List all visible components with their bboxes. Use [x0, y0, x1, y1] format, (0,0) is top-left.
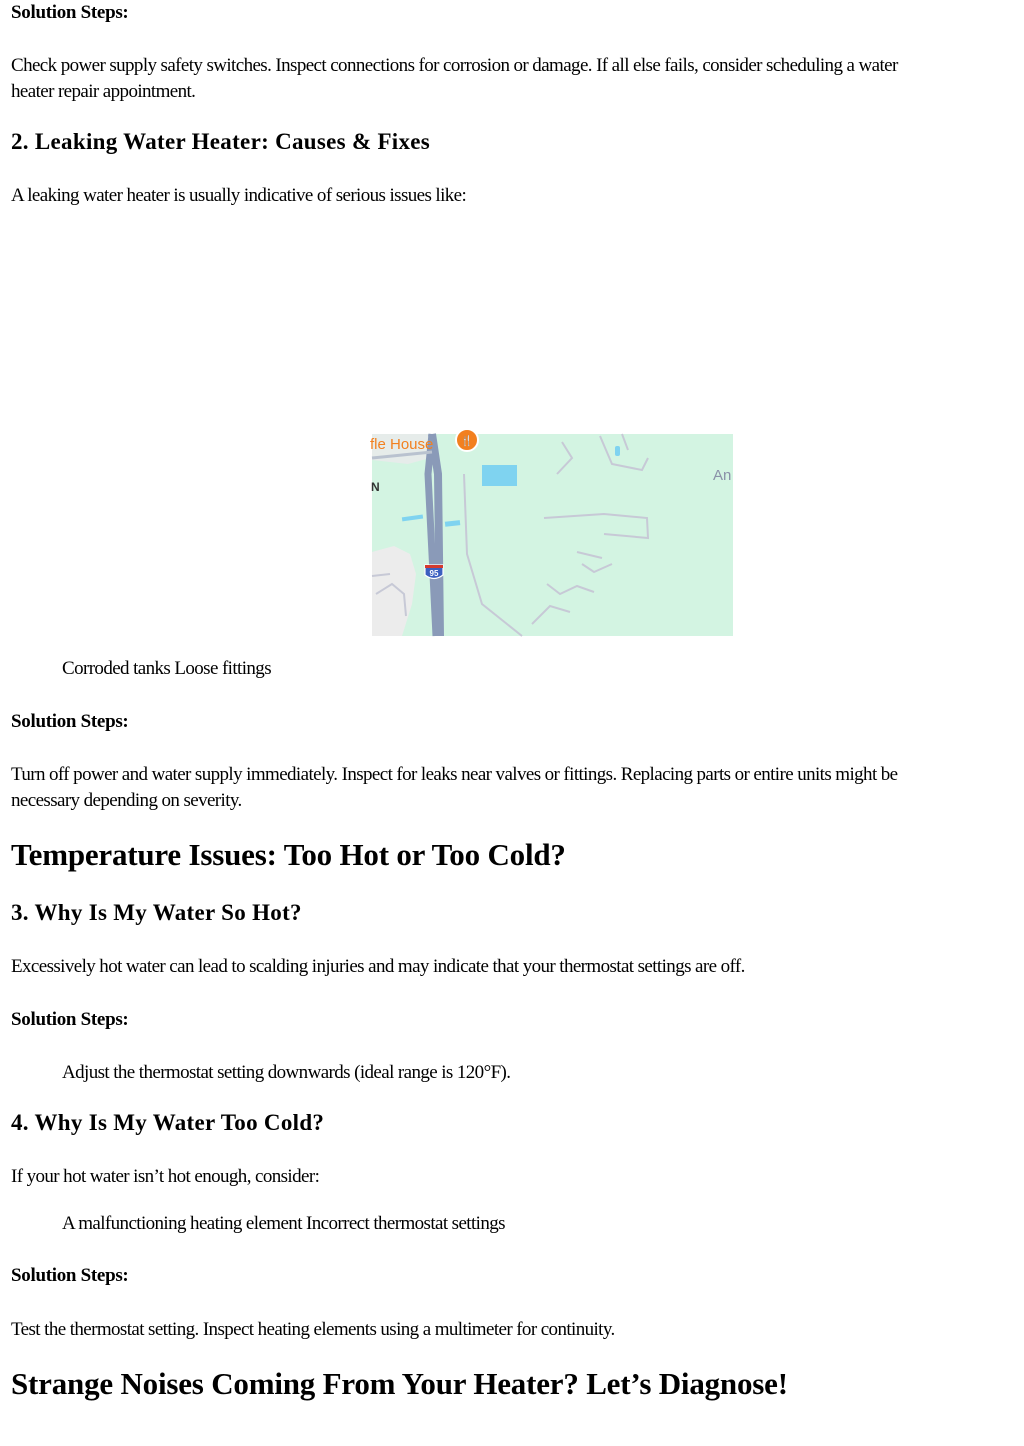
- list-item: A malfunctioning heating element Incorrect thermostat settings: [62, 1213, 505, 1234]
- solution-steps-label: Solution Steps:: [11, 1009, 129, 1030]
- section-heading-leaking: 2. Leaking Water Heater: Causes & Fixes: [11, 129, 431, 154]
- section-heading-noises: Strange Noises Coming From Your Heater? Let’s Diagnose!: [11, 1366, 788, 1401]
- paragraph: Excessively hot water can lead to scalding injuries and may indicate that your thermostat settings are off.: [11, 956, 745, 977]
- section-heading-cold: 4. Why Is My Water Too Cold?: [11, 1110, 325, 1135]
- paragraph-line: necessary depending on severity.: [11, 790, 242, 811]
- section-heading-temperature: Temperature Issues: Too Hot or Too Cold?: [11, 837, 566, 872]
- section-heading-hot: 3. Why Is My Water So Hot?: [11, 900, 302, 925]
- map-place-label-right: An: [713, 467, 732, 484]
- solution-steps-label: Solution Steps:: [11, 2, 129, 23]
- interstate-shield-icon: [425, 565, 443, 579]
- map-water: [482, 465, 517, 486]
- paragraph: If your hot water isn’t hot enough, consider:: [11, 1166, 320, 1187]
- map-image: [372, 434, 733, 636]
- map-place-label: fle House: [370, 436, 434, 453]
- solution-steps-label: Solution Steps:: [11, 711, 129, 732]
- svg-text:95: 95: [429, 569, 439, 578]
- map-place-label-left: N: [371, 480, 380, 494]
- paragraph: A leaking water heater is usually indicative of serious issues like:: [11, 185, 467, 206]
- map-water: [615, 446, 620, 456]
- solution-steps-label: Solution Steps:: [11, 1265, 129, 1286]
- paragraph: Test the thermostat setting. Inspect heating elements using a multimeter for continuity.: [11, 1319, 615, 1340]
- paragraph-line: Turn off power and water supply immediately. Inspect for leaks near valves or fittings. Replacing parts or entire units might be: [11, 764, 898, 785]
- paragraph-line: heater repair appointment.: [11, 81, 196, 102]
- list-item: Adjust the thermostat setting downwards (ideal range is 120°F).: [62, 1062, 511, 1083]
- svg-text:🍴: 🍴: [460, 436, 474, 447]
- paragraph-line: Check power supply safety switches. Inspect connections for corrosion or damage. If all else fails, consider scheduling a water: [11, 55, 898, 76]
- list-item: Corroded tanks Loose fittings: [62, 658, 271, 679]
